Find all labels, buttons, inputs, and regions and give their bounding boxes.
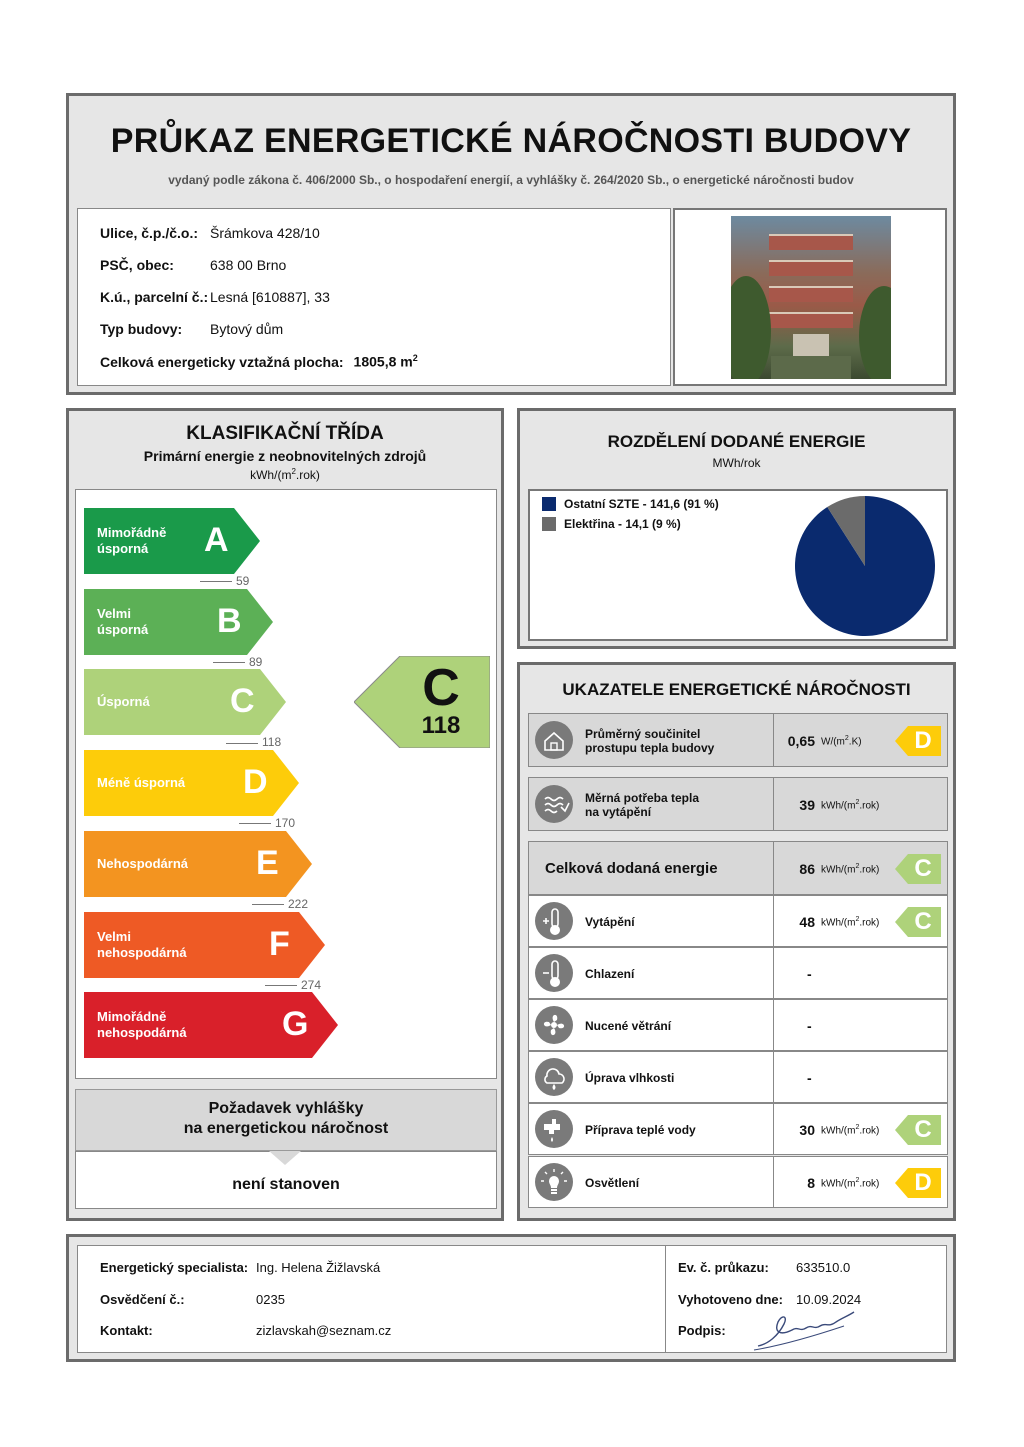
indicator-value: 39 (799, 797, 815, 813)
humidity-icon (535, 1058, 573, 1096)
cert-value: 0235 (256, 1292, 285, 1307)
type-value: Bytový dům (210, 321, 284, 337)
indicators-title: UKAZATELE ENERGETICKÉ NÁROČNOSTI (562, 680, 911, 699)
indicator-value: 8 (807, 1175, 815, 1191)
ev-value: 633510.0 (796, 1260, 851, 1275)
indicator-class-badge: D (895, 1168, 941, 1198)
class-band-letter: C (230, 682, 255, 721)
indicator-label: Příprava teplé vody (585, 1123, 696, 1137)
indicator-unit: kWh/$(m^2.rok)$ (821, 916, 880, 929)
class-band-label: Mimořádně úsporná (97, 525, 167, 556)
signature (748, 1306, 868, 1352)
class-band-label: Velmi úsporná (97, 605, 149, 637)
class-band-letter: A (204, 521, 229, 559)
area-value: 1805,8 $m^2$ (353, 353, 418, 370)
water-tap-icon (535, 1110, 573, 1148)
ev-label: Ev. č. průkazu: (678, 1260, 769, 1275)
indicator-label: Měrná potřeba tepla na vytápění (585, 791, 700, 819)
class-band-letter: F (269, 924, 290, 963)
indicator-unit: kWh/$(m^2.rok)$ (821, 1124, 880, 1137)
building-photo (731, 216, 891, 379)
class-band-f (84, 912, 325, 978)
indicator-value: 30 (799, 1122, 815, 1138)
date-label: Vyhotoveno dne: (678, 1292, 783, 1307)
footer-divider (665, 1246, 666, 1352)
cert-row (100, 1292, 285, 1307)
indicator-row (528, 1156, 948, 1208)
info-row-parcel (100, 289, 330, 305)
classification-section (66, 408, 504, 1221)
ev-row (678, 1260, 850, 1275)
indicator-label: Osvětlení (585, 1176, 640, 1190)
indicator-label: Chlazení (585, 967, 635, 981)
indicator-row (528, 713, 948, 767)
parcel-value: Lesná [610887], 33 (210, 289, 330, 305)
house-icon (535, 721, 573, 759)
heat-need-icon (535, 785, 573, 823)
info-row-street (100, 225, 320, 241)
indicator-unit: kWh/$(m^2.rok)$ (821, 863, 880, 876)
indicator-value: - (807, 1018, 812, 1034)
indicator-value: - (807, 1070, 812, 1086)
indicator-row (528, 947, 948, 999)
pie-chart (794, 495, 936, 637)
indicator-value: 0,65 (787, 733, 815, 749)
indicator-class-badge: C (895, 907, 941, 937)
legend-swatch (542, 497, 556, 511)
class-band-e (84, 831, 312, 897)
date-row (678, 1292, 861, 1307)
class-band-label: Úsporná (97, 694, 150, 710)
class-threshold: 222 (252, 897, 308, 911)
class-band-letter: D (243, 763, 268, 802)
requirement-title: Požadavek vyhlášky na energetickou náročnost (183, 1100, 389, 1137)
indicator-label: Průměrný součinitel prostupu tepla budovy (585, 727, 715, 755)
indicator-row (528, 999, 948, 1051)
contact-row (100, 1323, 391, 1338)
indicator-value: - (807, 966, 812, 982)
building-info-panel (77, 208, 671, 386)
requirement-arrow-icon (269, 1151, 301, 1165)
header-section (66, 93, 956, 395)
result-class-letter: C (422, 659, 460, 717)
city-label: PSČ, obec: (100, 257, 174, 273)
heating-icon (535, 902, 573, 940)
requirement-value: není stanoven (232, 1176, 340, 1193)
street-label: Ulice, č.p./č.o.: (100, 225, 199, 241)
sign-label: Podpis: (678, 1323, 726, 1338)
result-class-value: 118 (421, 712, 461, 739)
legend-item (542, 497, 719, 511)
legend-swatch (542, 517, 556, 531)
indicator-class-badge: C (895, 854, 941, 884)
indicator-label: Celková dodaná energie (545, 860, 718, 877)
distribution-unit: MWh/rok (712, 456, 761, 470)
indicator-row (528, 1051, 948, 1103)
area-label: Celková energeticky vztažná plocha: (100, 353, 344, 370)
class-threshold: 170 (239, 816, 295, 830)
indicator-value: 86 (799, 861, 815, 877)
distribution-chart-panel (528, 489, 948, 641)
indicator-label: Nucené větrání (585, 1019, 672, 1033)
legend-label: Ostatní SZTE - 141,6 (91 %) (564, 497, 719, 511)
cooling-icon (535, 954, 573, 992)
indicator-row (528, 841, 948, 895)
classification-unit: kWh/$(m^2.rok)$ (250, 467, 320, 482)
legend-label: Elektřina - 14,1 (9 %) (564, 517, 681, 531)
class-band-c (84, 669, 286, 735)
class-band-label: Velmi nehospodárná (97, 928, 187, 960)
contact-value: zizlavskah@seznam.cz (256, 1323, 392, 1338)
city-value: 638 00 Brno (210, 257, 287, 273)
class-threshold: 89 (213, 655, 262, 669)
indicator-value: 48 (799, 914, 815, 930)
energy-scale (75, 489, 497, 1079)
classification-title: KLASIFIKAČNÍ TŘÍDA (186, 423, 384, 444)
date-value: 10.09.2024 (796, 1292, 862, 1307)
footer-section (66, 1234, 956, 1362)
contact-label: Kontakt: (100, 1323, 153, 1338)
class-threshold: 59 (200, 574, 249, 588)
indicator-unit: $W/(m^2.K)$ (821, 735, 862, 748)
class-band-a (84, 508, 260, 574)
indicator-class-badge: D (895, 726, 941, 756)
class-band-label: Nehospodárná (97, 855, 189, 871)
lightbulb-icon (535, 1163, 573, 1201)
street-value: Šrámkova 428/10 (210, 225, 320, 241)
indicators-section (517, 662, 956, 1221)
energy-distribution-section (517, 408, 956, 649)
cert-label: Osvědčení č.: (100, 1292, 185, 1307)
class-threshold: 118 (226, 735, 281, 749)
class-band-letter: B (217, 601, 242, 640)
indicator-label: Vytápění (585, 915, 635, 929)
indicator-unit: kWh/$(m^2.rok)$ (821, 799, 880, 812)
class-threshold: 274 (265, 978, 321, 992)
info-row-area (100, 353, 418, 370)
class-band-letter: G (282, 1005, 309, 1044)
parcel-label: K.ú., parcelní č.: (100, 289, 209, 305)
legend-item (542, 517, 681, 531)
indicator-row (528, 777, 948, 831)
indicator-row (528, 895, 948, 947)
page-subtitle: vydaný podle zákona č. 406/2000 Sb., o hospodaření energií, a vyhlášky č. 264/2020 Sb., o energetické náročnosti budov (168, 173, 854, 187)
indicator-unit: kWh/$(m^2.rok)$ (821, 1177, 880, 1190)
indicator-label: Úprava vlhkosti (585, 1071, 675, 1085)
class-band-label: Méně úsporná (97, 775, 186, 791)
class-band-b (84, 589, 273, 655)
indicator-row (528, 1103, 948, 1155)
result-class-indicator (354, 656, 490, 748)
class-band-label: Mimořádně nehospodárná (97, 1009, 187, 1041)
class-band-letter: E (256, 843, 279, 882)
distribution-title: ROZDĚLENÍ DODANÉ ENERGIE (607, 432, 866, 451)
specialist-row (100, 1260, 380, 1275)
building-photo-panel (673, 208, 947, 386)
specialist-value: Ing. Helena Žižlavská (256, 1260, 381, 1275)
footer-panel (77, 1245, 947, 1353)
page-title: PRŮKAZ ENERGETICKÉ NÁROČNOSTI BUDOVY (110, 122, 912, 160)
requirement-header (75, 1089, 497, 1151)
specialist-label: Energetický specialista: (100, 1260, 249, 1275)
sign-row (678, 1323, 726, 1338)
requirement-body (75, 1151, 497, 1209)
fan-icon (535, 1006, 573, 1044)
classification-subtitle: Primární energie z neobnovitelných zdrojů (143, 448, 427, 464)
info-row-type (100, 321, 283, 337)
info-row-city (100, 257, 286, 273)
class-band-g (84, 992, 338, 1058)
indicator-class-badge: C (895, 1115, 941, 1145)
type-label: Typ budovy: (100, 321, 183, 337)
class-band-d (84, 750, 299, 816)
